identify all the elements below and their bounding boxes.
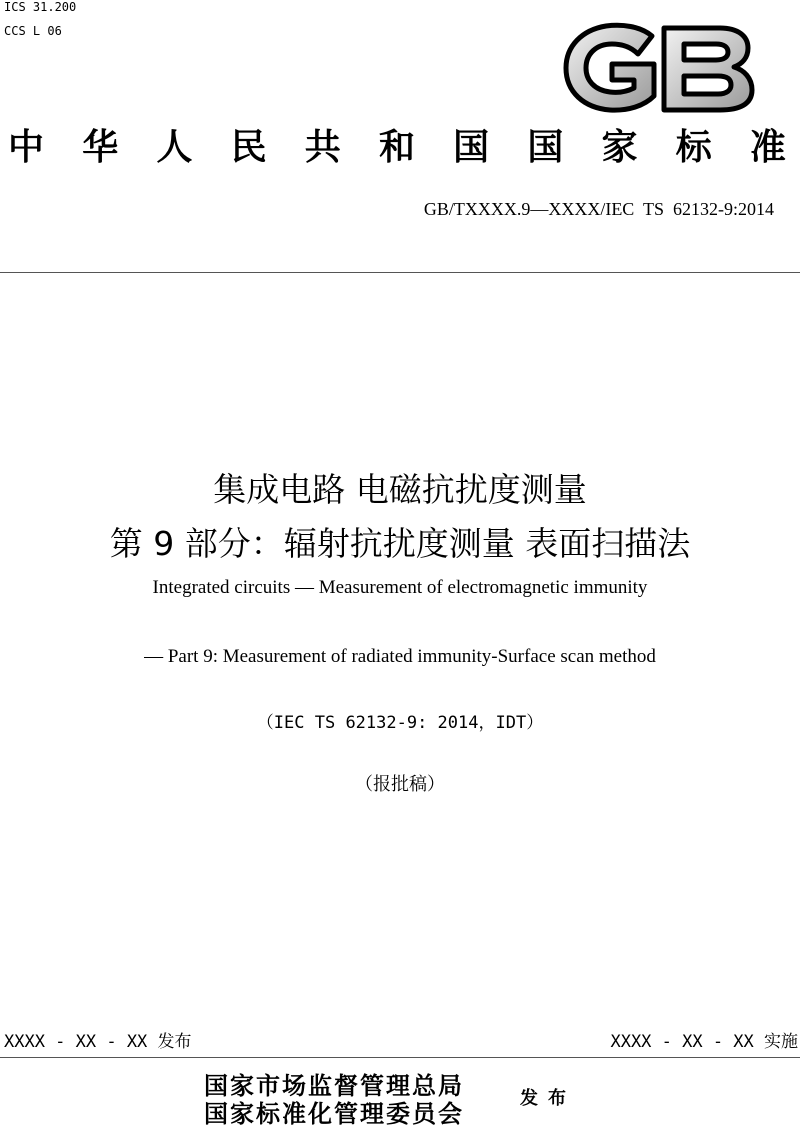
standard-number: GB/TXXXX.9—XXXX/IEC TS 62132-9:2014 <box>423 199 774 219</box>
title-char: 中 <box>8 126 45 168</box>
ccs-code: CCS L 06 <box>4 24 62 38</box>
draft-stage: （报批稿） <box>355 774 445 795</box>
bottom-divider <box>0 1057 800 1058</box>
title-char: 准 <box>749 126 786 168</box>
title-char: 家 <box>601 126 638 168</box>
issue-label: 发布 <box>520 1088 576 1109</box>
english-title-line-2: — Part 9: Measurement of radiated immunity-Surface scan method <box>144 646 656 667</box>
issuer-name: 国家标准化管理委员会 <box>204 1099 464 1128</box>
publish-date: XXXX - XX - XX 发布 <box>4 1032 192 1052</box>
title-char: 华 <box>82 126 119 168</box>
ics-code: ICS 31.200 <box>4 0 77 14</box>
issuing-authorities <box>204 1072 504 1128</box>
equivalence-note: （IEC TS 62132-9: 2014，IDT） <box>256 713 544 733</box>
title-char: 人 <box>156 126 193 168</box>
title-char: 共 <box>304 126 341 168</box>
standard-title <box>0 125 800 169</box>
implement-date: XXXX - XX - XX 实施 <box>610 1032 798 1052</box>
chinese-title-line-2: 第 9 部分：辐射抗扰度测量 表面扫描法 <box>109 524 691 563</box>
issuer-name: 国家市场监督管理总局 <box>204 1071 464 1100</box>
title-char: 民 <box>230 126 267 168</box>
title-char: 标 <box>675 126 712 168</box>
title-char: 国 <box>527 126 564 168</box>
chinese-title-line-1: 集成电路 电磁抗扰度测量 <box>213 470 587 509</box>
gb-logo <box>560 22 756 114</box>
title-char: 国 <box>453 126 490 168</box>
title-char: 和 <box>378 126 415 168</box>
english-title-line-1: Integrated circuits — Measurement of electromagnetic immunity <box>152 577 648 598</box>
top-divider <box>0 272 800 273</box>
